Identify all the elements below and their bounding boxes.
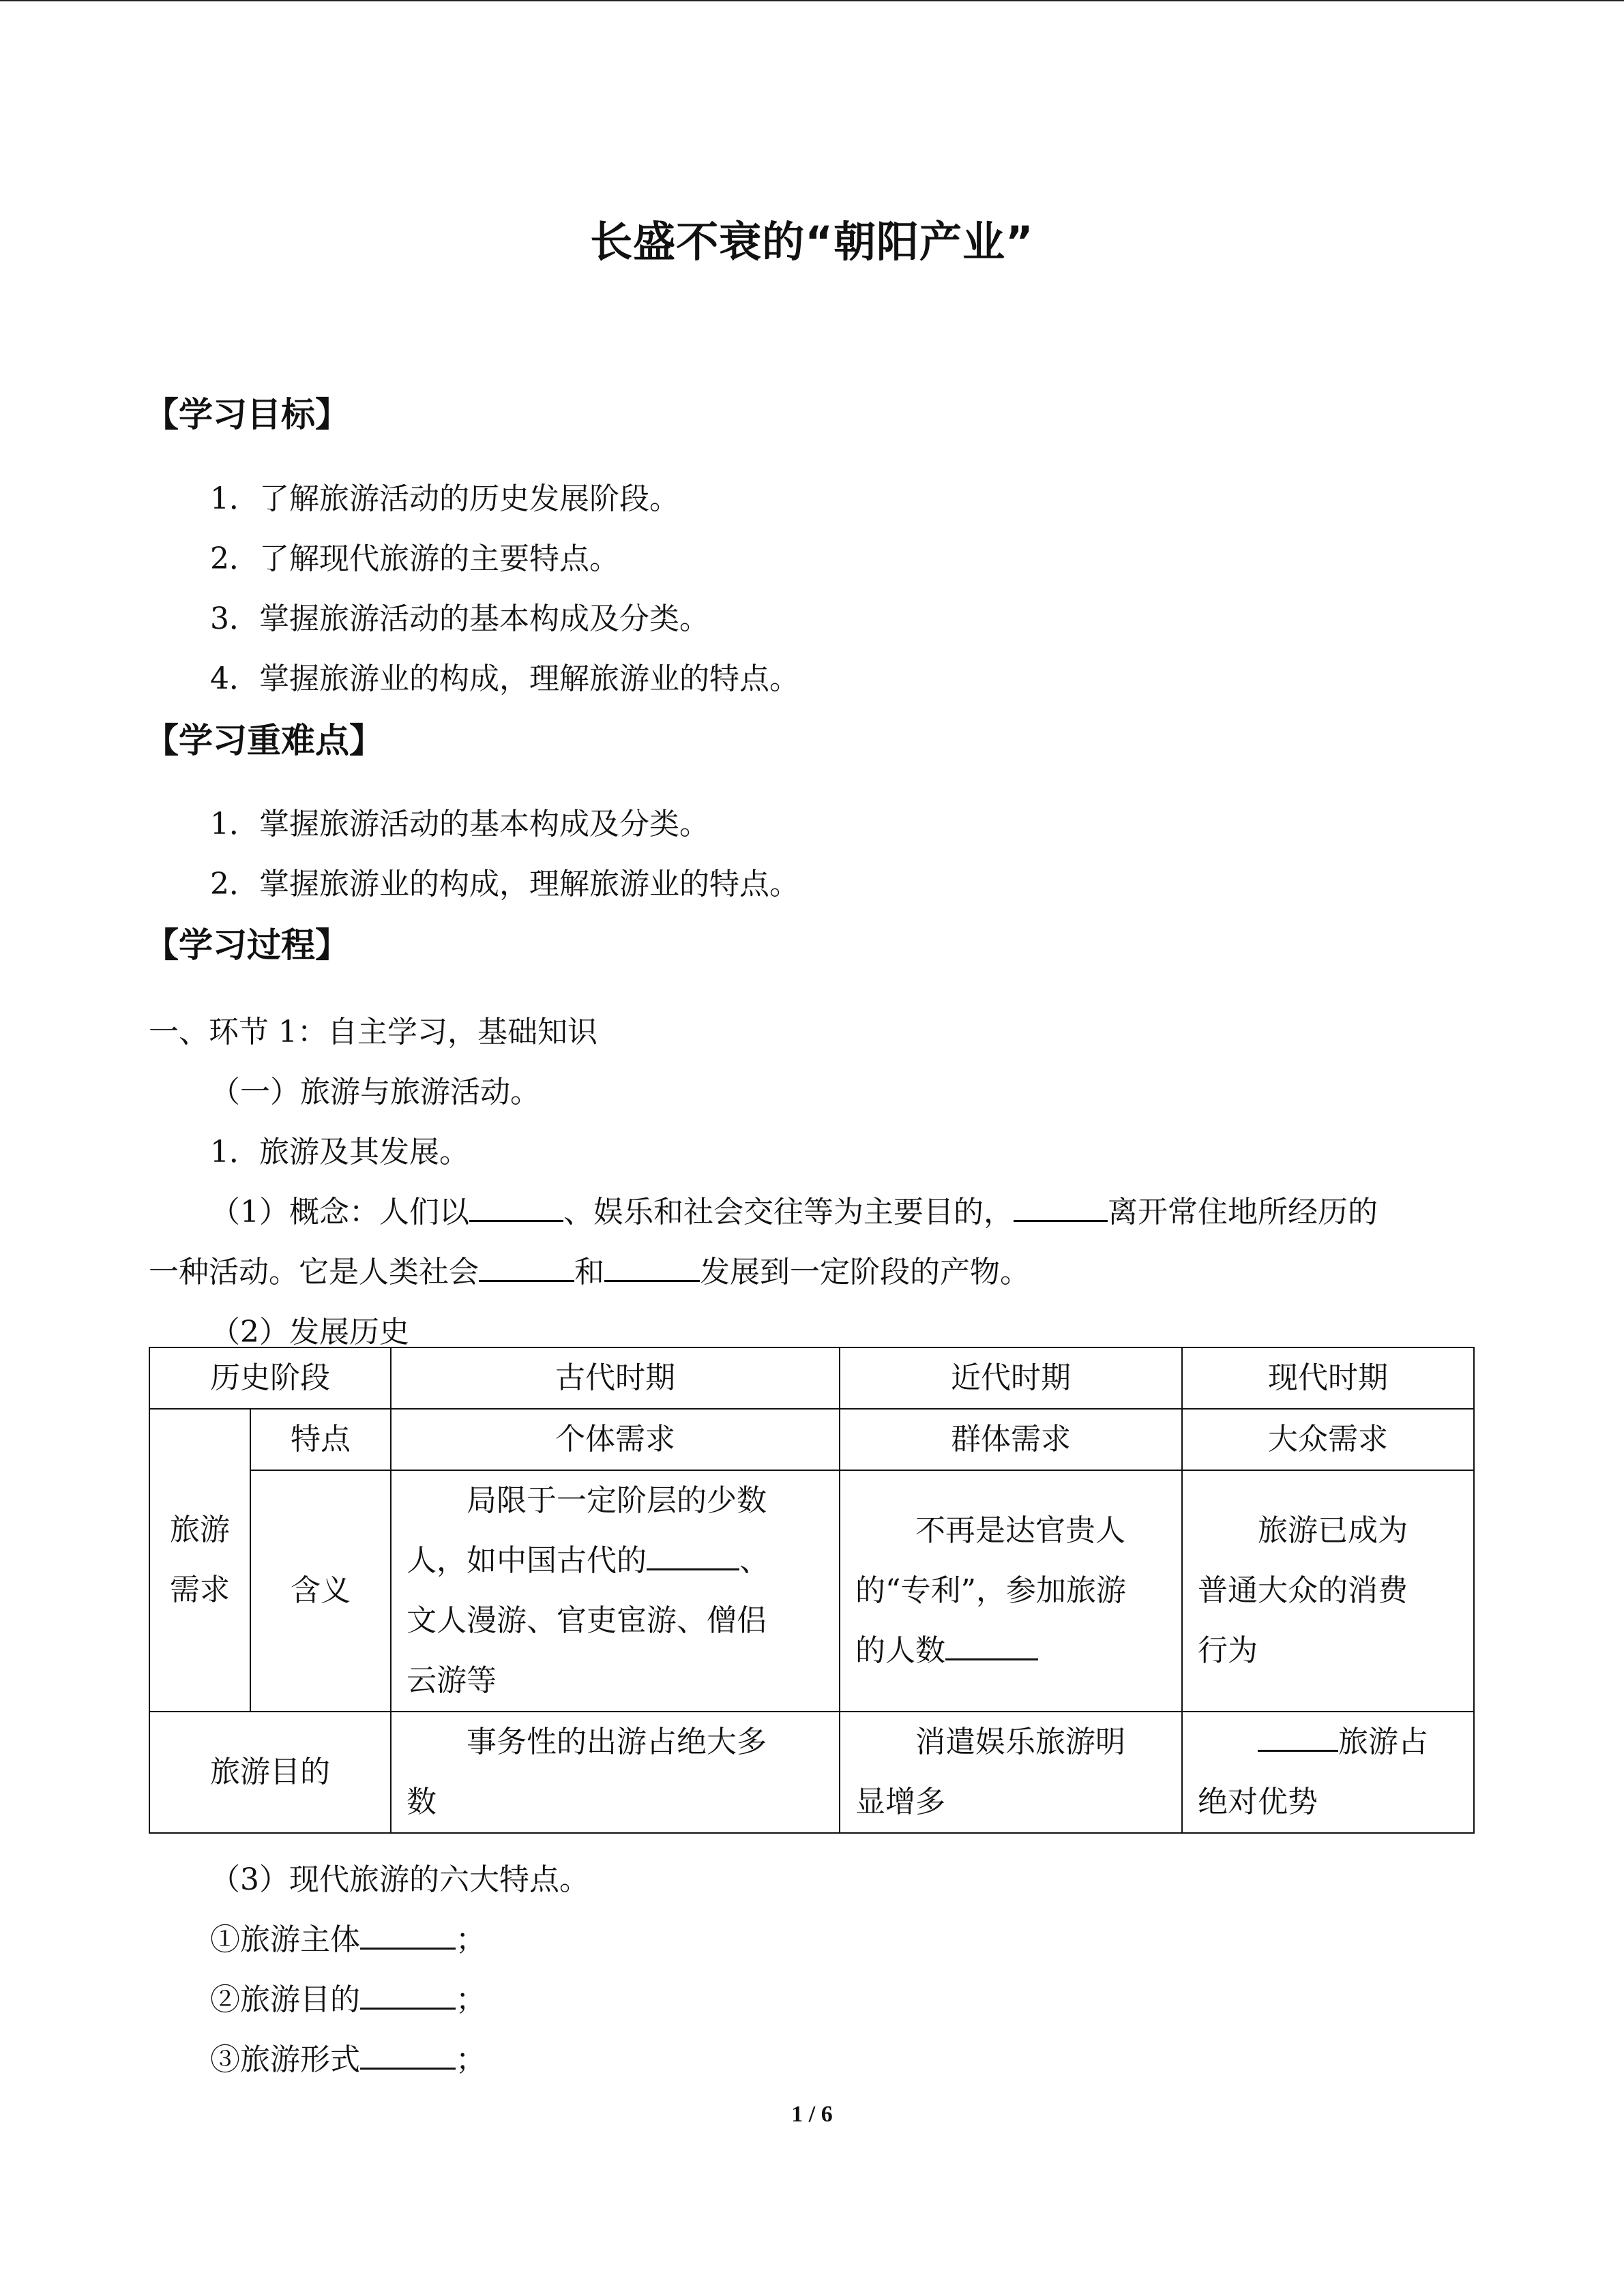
table-cell: 含义	[250, 1470, 391, 1712]
cell-text: 的人数	[855, 1633, 945, 1668]
cell-text: 的“专利”，参加旅游	[855, 1573, 1126, 1608]
concept-line-1	[210, 1187, 1378, 1231]
fill-blank[interactable]	[604, 1250, 700, 1282]
fill-blank[interactable]	[479, 1250, 574, 1282]
table-cell: 群体需求	[840, 1409, 1182, 1470]
features-label: （3）现代旅游的六大特点。	[210, 1862, 589, 1897]
subsection-label: （一）旅游与旅游活动。	[210, 1075, 540, 1109]
cell-text: 人，如中国古代的	[407, 1543, 647, 1578]
cell-text: 绝对优势	[1198, 1785, 1318, 1819]
fill-blank[interactable]	[360, 1978, 456, 2010]
cell-text: 显增多	[855, 1785, 945, 1819]
goal-item: 2．了解现代旅游的主要特点。	[210, 541, 619, 576]
key-points-heading: 【学习重难点】	[145, 721, 383, 760]
goal-item: 4．掌握旅游业的构成，理解旅游业的特点。	[210, 661, 799, 696]
cell-text: 旅游占	[1338, 1725, 1428, 1759]
cell-text: 文人漫游、官吏宦游、僧侣	[407, 1603, 767, 1638]
feature-end: ；	[456, 1922, 486, 1957]
table-row	[149, 1712, 1474, 1833]
feature-end: ；	[456, 1982, 486, 2017]
purpose-cell-ancient	[391, 1712, 840, 1833]
fill-blank[interactable]	[647, 1538, 739, 1570]
goal-item: 1．了解旅游活动的历史发展阶段。	[210, 481, 679, 516]
cell-text: 云游等	[407, 1663, 497, 1698]
page-title: 长盛不衰的“朝阳产业”	[590, 217, 1034, 267]
fill-blank[interactable]	[1258, 1720, 1338, 1752]
subsection-label: 1．旅游及其发展。	[210, 1135, 469, 1169]
table-cell: 近代时期	[840, 1347, 1182, 1409]
cell-line	[407, 1531, 824, 1591]
top-border	[0, 0, 1624, 1]
table-row	[149, 1470, 1474, 1712]
feature-end: ；	[456, 2042, 486, 2077]
demand-label-cell	[149, 1409, 250, 1712]
cell-text: 旅游已成为	[1258, 1513, 1408, 1548]
cell-text: 事务性的出游占绝大多	[467, 1725, 767, 1759]
table-cell: 旅游目的	[149, 1712, 391, 1833]
table-cell: 现代时期	[1182, 1347, 1474, 1409]
table-row	[149, 1347, 1474, 1409]
cell-line	[1198, 1712, 1458, 1772]
history-table	[149, 1347, 1475, 1834]
table-cell: 个体需求	[391, 1409, 840, 1470]
table-cell: 古代时期	[391, 1347, 840, 1409]
fill-blank[interactable]	[945, 1628, 1038, 1660]
concept-text: 一种活动。它是人类社会	[149, 1255, 479, 1289]
meaning-cell-ancient	[391, 1470, 840, 1712]
table-cell: 特点	[250, 1409, 391, 1470]
cell-text: 数	[407, 1785, 437, 1819]
fill-blank[interactable]	[360, 2038, 456, 2070]
goal-item: 3．掌握旅游活动的基本构成及分类。	[210, 601, 709, 636]
concept-text: 和	[574, 1255, 604, 1289]
history-label: （2）发展历史	[210, 1315, 409, 1350]
cell-text: 旅游	[170, 1512, 230, 1547]
purpose-cell-modern-early	[840, 1712, 1182, 1833]
goals-heading: 【学习目标】	[145, 395, 349, 434]
cell-text: 、	[739, 1543, 769, 1578]
step-1-label: 一、环节 1：自主学习，基础知识	[149, 1015, 597, 1049]
cell-text: 局限于一定阶层的少数	[467, 1483, 767, 1518]
cell-text: 行为	[1198, 1633, 1258, 1668]
concept-text: 、娱乐和社会交往等为主要目的，	[563, 1195, 1014, 1229]
key-point-item: 2．掌握旅游业的构成，理解旅游业的特点。	[210, 867, 799, 901]
feature-line	[210, 2035, 486, 2078]
concept-text: 离开常住地所经历的	[1108, 1195, 1378, 1229]
fill-blank[interactable]	[1014, 1190, 1108, 1222]
concept-text: 发展到一定阶段的产物。	[700, 1255, 1030, 1289]
fill-blank[interactable]	[360, 1918, 456, 1950]
feature-text: ②旅游目的	[210, 1982, 360, 2017]
table-cell: 大众需求	[1182, 1409, 1474, 1470]
meaning-cell-modern-early	[840, 1470, 1182, 1712]
cell-text: 普通大众的消费	[1198, 1573, 1408, 1608]
feature-text: ③旅游形式	[210, 2042, 360, 2077]
cell-line	[855, 1621, 1166, 1681]
cell-text: 消遣娱乐旅游明	[915, 1725, 1125, 1759]
key-point-item: 1．掌握旅游活动的基本构成及分类。	[210, 807, 709, 841]
feature-text: ①旅游主体	[210, 1922, 360, 1957]
page-number: 1 / 6	[791, 2102, 833, 2127]
concept-line-2	[149, 1247, 1030, 1291]
concept-text: （1）概念：人们以	[210, 1195, 469, 1229]
feature-line	[210, 1975, 486, 2018]
table-cell: 历史阶段	[149, 1347, 391, 1409]
table-row	[149, 1409, 1474, 1470]
feature-line	[210, 1915, 486, 1958]
fill-blank[interactable]	[469, 1190, 563, 1222]
cell-text: 不再是达官贵人	[915, 1513, 1125, 1548]
purpose-cell-modern	[1182, 1712, 1474, 1833]
process-heading: 【学习过程】	[145, 925, 349, 965]
cell-text: 需求	[170, 1572, 230, 1607]
meaning-cell-modern	[1182, 1470, 1474, 1712]
